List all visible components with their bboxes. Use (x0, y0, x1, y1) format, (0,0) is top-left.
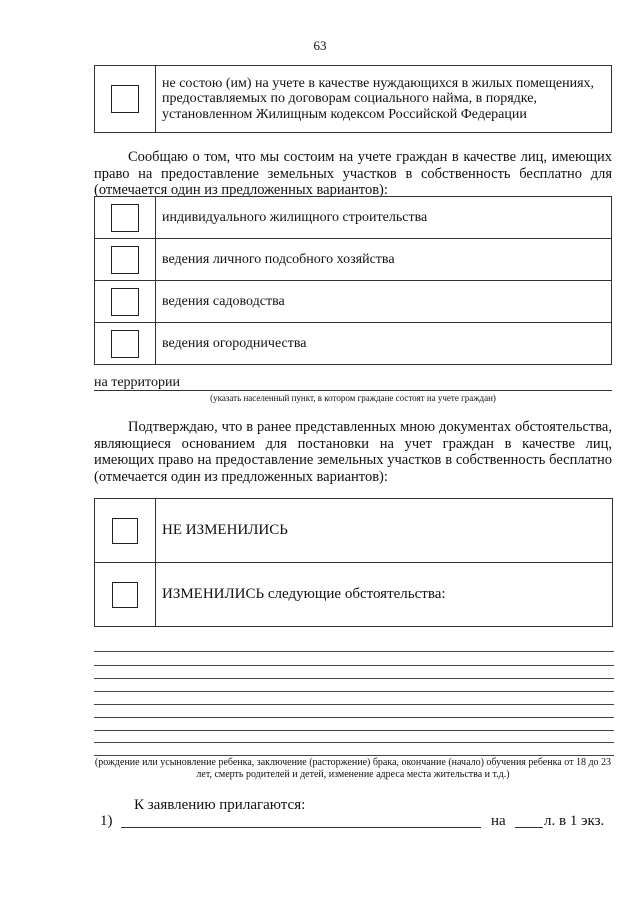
attachment-copies-label: л. в 1 экз. (544, 813, 605, 829)
checkbox-cell (95, 66, 156, 133)
option-label: ведения огородничества (156, 323, 612, 365)
table-row (95, 66, 612, 133)
circumstances-input-line[interactable] (94, 691, 614, 692)
confirmation-paragraph (94, 419, 612, 485)
checkbox-personal-farming[interactable] (111, 246, 139, 274)
checkbox-cell (95, 323, 156, 365)
checkbox-cell (95, 239, 156, 281)
attachment-item (94, 813, 614, 835)
table-row (95, 499, 613, 563)
checkbox-gardening[interactable] (111, 288, 139, 316)
circumstances-input-line[interactable] (94, 742, 614, 743)
option-label: не состою (им) на учете в качестве нуждающихся в жилых помещениях, предоставляемых по договорам социального найма, в порядке, установленном Жилищным кодексом Российской Федерации (156, 66, 612, 133)
circumstances-table (94, 498, 613, 627)
attachment-name-line[interactable] (121, 827, 481, 828)
housing-options-table (94, 65, 612, 133)
territory-label: на территории (94, 375, 180, 390)
circumstances-input-line[interactable] (94, 678, 614, 679)
circumstances-input-line[interactable] (94, 704, 614, 705)
checkbox-cell (95, 197, 156, 239)
land-purpose-table (94, 196, 612, 365)
checkbox-not-changed[interactable] (112, 518, 138, 544)
checkbox-individual-housing[interactable] (111, 204, 139, 232)
attachment-pages-line[interactable] (515, 827, 543, 828)
option-label: индивидуального жилищного строительства (156, 197, 612, 239)
territory-hint: (указать населенный пункт, в котором граждане состоят на учете граждан) (210, 393, 496, 403)
attachment-number: 1) (100, 813, 113, 829)
table-row (95, 281, 612, 323)
circumstances-input-line[interactable] (94, 651, 614, 652)
land-statement-paragraph (94, 149, 612, 199)
table-row (95, 239, 612, 281)
circumstances-input-line[interactable] (94, 755, 614, 756)
option-label: ведения личного подсобного хозяйства (156, 239, 612, 281)
option-label: НЕ ИЗМЕНИЛИСЬ (156, 499, 613, 563)
checkbox-cell (95, 281, 156, 323)
attachment-on-label: на (491, 813, 506, 829)
checkbox-not-registered-housing[interactable] (111, 85, 139, 113)
confirmation-text: Подтверждаю, что в ранее представленных мною документах обстоятельства, являющиеся основанием для постановки на учет граждан в качестве лиц, имеющих право на предоставление земельных участков в собственность бесплатно (отмечается один из предложенных вариантов): (94, 419, 612, 485)
checkbox-changed[interactable] (112, 582, 138, 608)
page-number: 63 (313, 38, 327, 53)
option-label: ИЗМЕНИЛИСЬ следующие обстоятельства: (156, 563, 613, 627)
attachments-heading: К заявлению прилагаются: (134, 797, 306, 813)
events-hint: (рождение или усыновление ребенка, заключение (расторжение) брака, окончание (начало) обучения ребенка от 18 до 23 лет, смерть родителей и детей, изменение адреса места жительства и т.д.) (94, 757, 612, 780)
circumstances-input-line[interactable] (94, 730, 614, 731)
land-statement-text: Сообщаю о том, что мы состоим на учете граждан в качестве лиц, имеющих право на предоставление земельных участков в собственность бесплатно для (отмечается один из предложенных вариантов): (94, 149, 612, 198)
table-row (95, 323, 612, 365)
checkbox-cell (95, 499, 156, 563)
circumstances-input-line[interactable] (94, 665, 614, 666)
checkbox-cell (95, 563, 156, 627)
checkbox-vegetable-growing[interactable] (111, 330, 139, 358)
table-row (95, 563, 613, 627)
territory-input-line[interactable] (94, 390, 612, 391)
table-row (95, 197, 612, 239)
circumstances-input-line[interactable] (94, 717, 614, 718)
option-label: ведения садоводства (156, 281, 612, 323)
